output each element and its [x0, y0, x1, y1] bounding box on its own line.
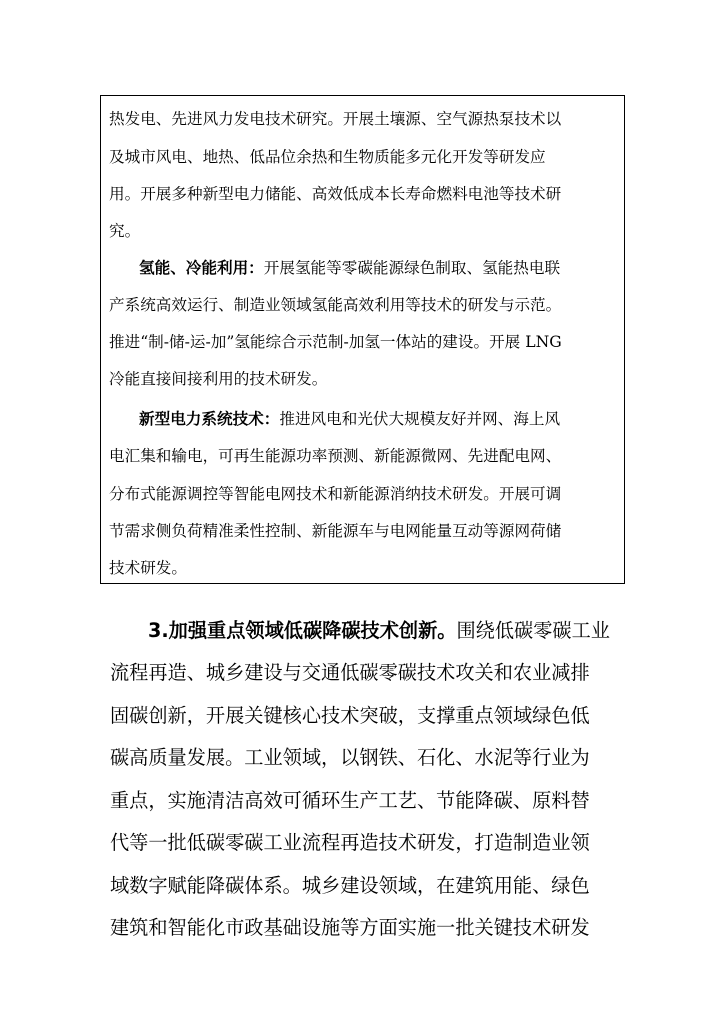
body-text-line: 域数字赋能降碳体系。城乡建设领域，在建筑用能、绿色	[110, 874, 590, 897]
box-text-line: 产系统高效运行、制造业领域氢能高效利用等技术的研发与示范。	[109, 296, 562, 314]
hydrogen-heading: 氢能、冷能利用：	[139, 259, 264, 277]
power-system-first-line-text: 推进风电和光伏大规模友好并网、海上风	[279, 410, 561, 428]
box-text-line: 技术研发。	[109, 559, 187, 577]
hydrogen-first-line-text: 开展氢能等零碳能源绿色制取、氢能热电联	[263, 259, 561, 277]
box-text-line: 究。	[109, 222, 141, 240]
body-text-line: 固碳创新，开展关键核心技术突破，支撑重点领域绿色低	[110, 704, 590, 727]
body-text-line: 重点，实施清洁高效可循环生产工艺、节能降碳、原料替	[110, 789, 590, 812]
box-text-line: 电汇集和输电，可再生能源功率预测、新能源微网、先进配电网、	[109, 447, 562, 465]
highlight-box	[100, 95, 625, 584]
section-first-line-text: 围绕低碳零碳工业	[456, 619, 610, 642]
body-text-line: 建筑和智能化市政基础设施等方面实施一批关键技术研发	[110, 916, 590, 939]
section-heading: 3.加强重点领域低碳降碳技术创新。	[148, 619, 457, 642]
box-text-line: 推进“制-储-运-加”氢能综合示范制-加氢一体站的建设。开展 LNG	[109, 333, 562, 351]
power-system-heading: 新型电力系统技术：	[139, 410, 280, 428]
box-text-line: 及城市风电、地热、低品位余热和生物质能多元化开发等研发应	[109, 148, 546, 166]
hydrogen-paragraph-first-line	[139, 253, 560, 283]
power-system-paragraph-first-line	[139, 404, 560, 434]
body-text-line: 流程再造、城乡建设与交通低碳零碳技术攻关和农业减排	[110, 661, 590, 684]
section-first-line	[148, 611, 610, 651]
body-text-line: 碳高质量发展。工业领域，以钢铁、石化、水泥等行业为	[110, 746, 590, 769]
box-text-line: 热发电、先进风力发电技术研究。开展土壤源、空气源热泵技术以	[109, 110, 562, 128]
box-text-line: 节需求侧负荷精准柔性控制、新能源车与电网能量互动等源网荷储	[109, 522, 562, 540]
box-text-line: 用。开展多种新型电力储能、高效低成本长寿命燃料电池等技术研	[109, 185, 562, 203]
box-text-line: 冷能直接间接利用的技术研发。	[109, 370, 328, 388]
body-text-line: 代等一批低碳零碳工业流程再造技术研发，打造制造业领	[110, 831, 590, 854]
box-text-line: 分布式能源调控等智能电网技术和新能源消纳技术研发。开展可调	[109, 485, 562, 503]
